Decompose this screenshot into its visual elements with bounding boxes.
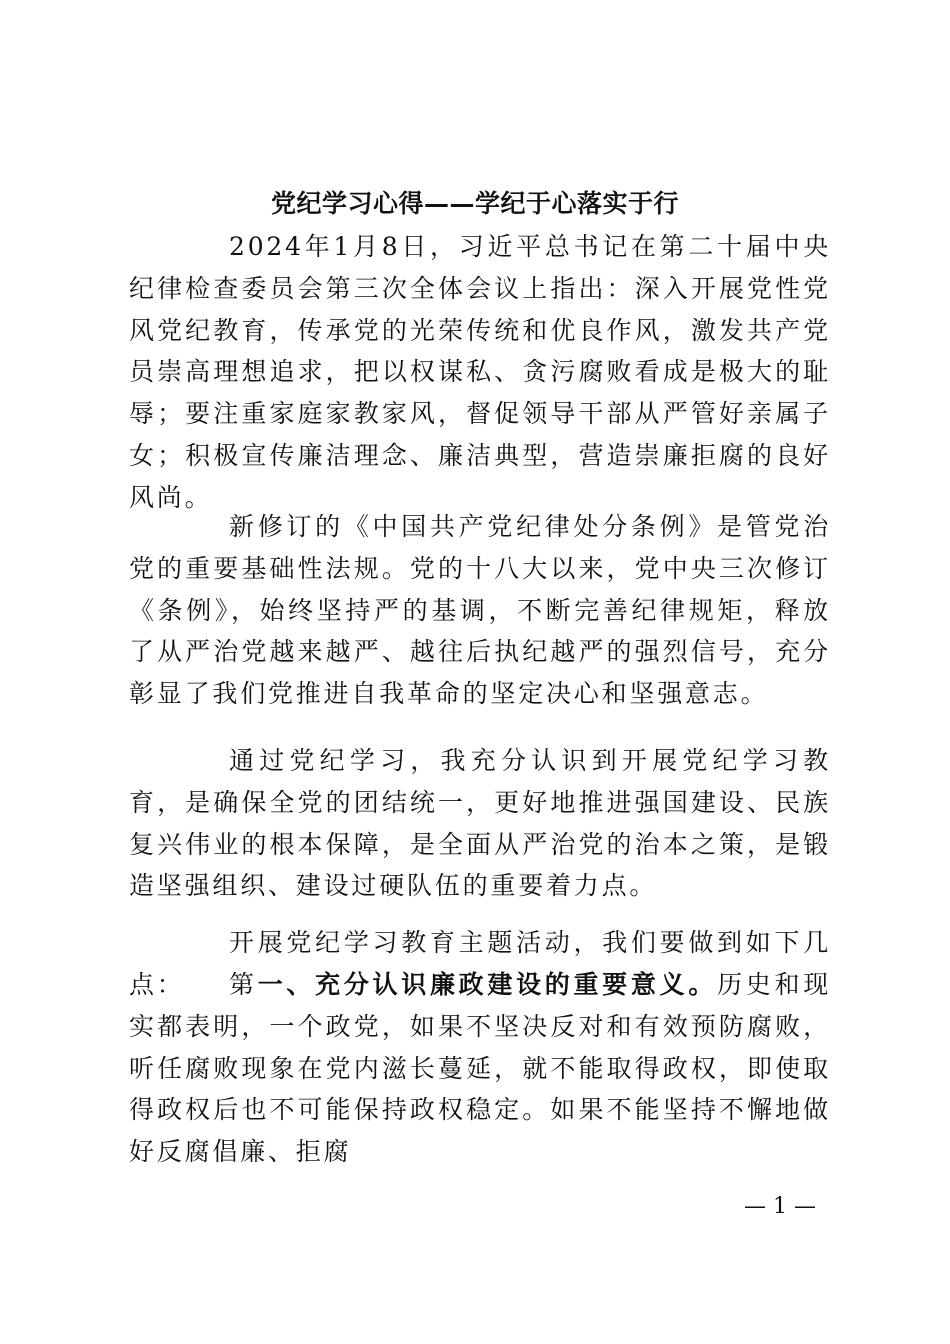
point-1-heading: 一、充分认识廉政建设的重要意义。 (257, 970, 718, 999)
paragraph-3: 通过党纪学习，我充分认识到开展党纪学习教育，是确保全党的团结统一，更好地推进强国建设、民族复兴伟业的根本保障，是全面从严治党的治本之策，是锻造坚强组织、建设过硬队伍的重要着力点。 (129, 746, 831, 901)
point-1-prefix: 第 (229, 970, 258, 999)
point-1-body: 历史和现实都表明，一个政党，如果不坚决反对和有效预防腐败，听任腐败现象在党内滋长蔓延，就不能取得政权，即使取得政权后也不可能保持政权稳定。如果不能坚持不懈地做好反腐倡廉、拒腐 (129, 970, 831, 1167)
paragraph-2: 新修订的《中国共产党纪律处分条例》是管党治党的重要基础性法规。党的十八大以来，党中央三次修订《条例》，始终坚持严的基调，不断完善纪律规矩，释放了从严治党越来越严、越往后执纪越严的强烈信号，充分彰显了我们党推进自我革命的坚定决心和坚强意志。 (129, 512, 831, 709)
document-title: 党纪学习心得——学纪于心落实于行 (270, 189, 679, 218)
paragraph-5 (129, 964, 831, 1173)
paragraph-1: 2024年1月8日，习近平总书记在第二十届中央纪律检查委员会第三次全体会议上指出：深入开展党性党风党纪教育，传承党的光荣传统和优良作风，激发共产党员崇高理想追求，把以权谋私、贪污腐败看成是极大的耻辱；要注重家庭家教家风，督促领导干部从严管好亲属子女；积极宣传廉洁理念、廉洁典型，营造崇廉拒腐的良好风尚。 (129, 232, 831, 512)
page-number: — 1 — (744, 1194, 816, 1219)
paragraph-4: 开展党纪学习教育主题活动，我们要做到如下几点： (129, 928, 831, 999)
